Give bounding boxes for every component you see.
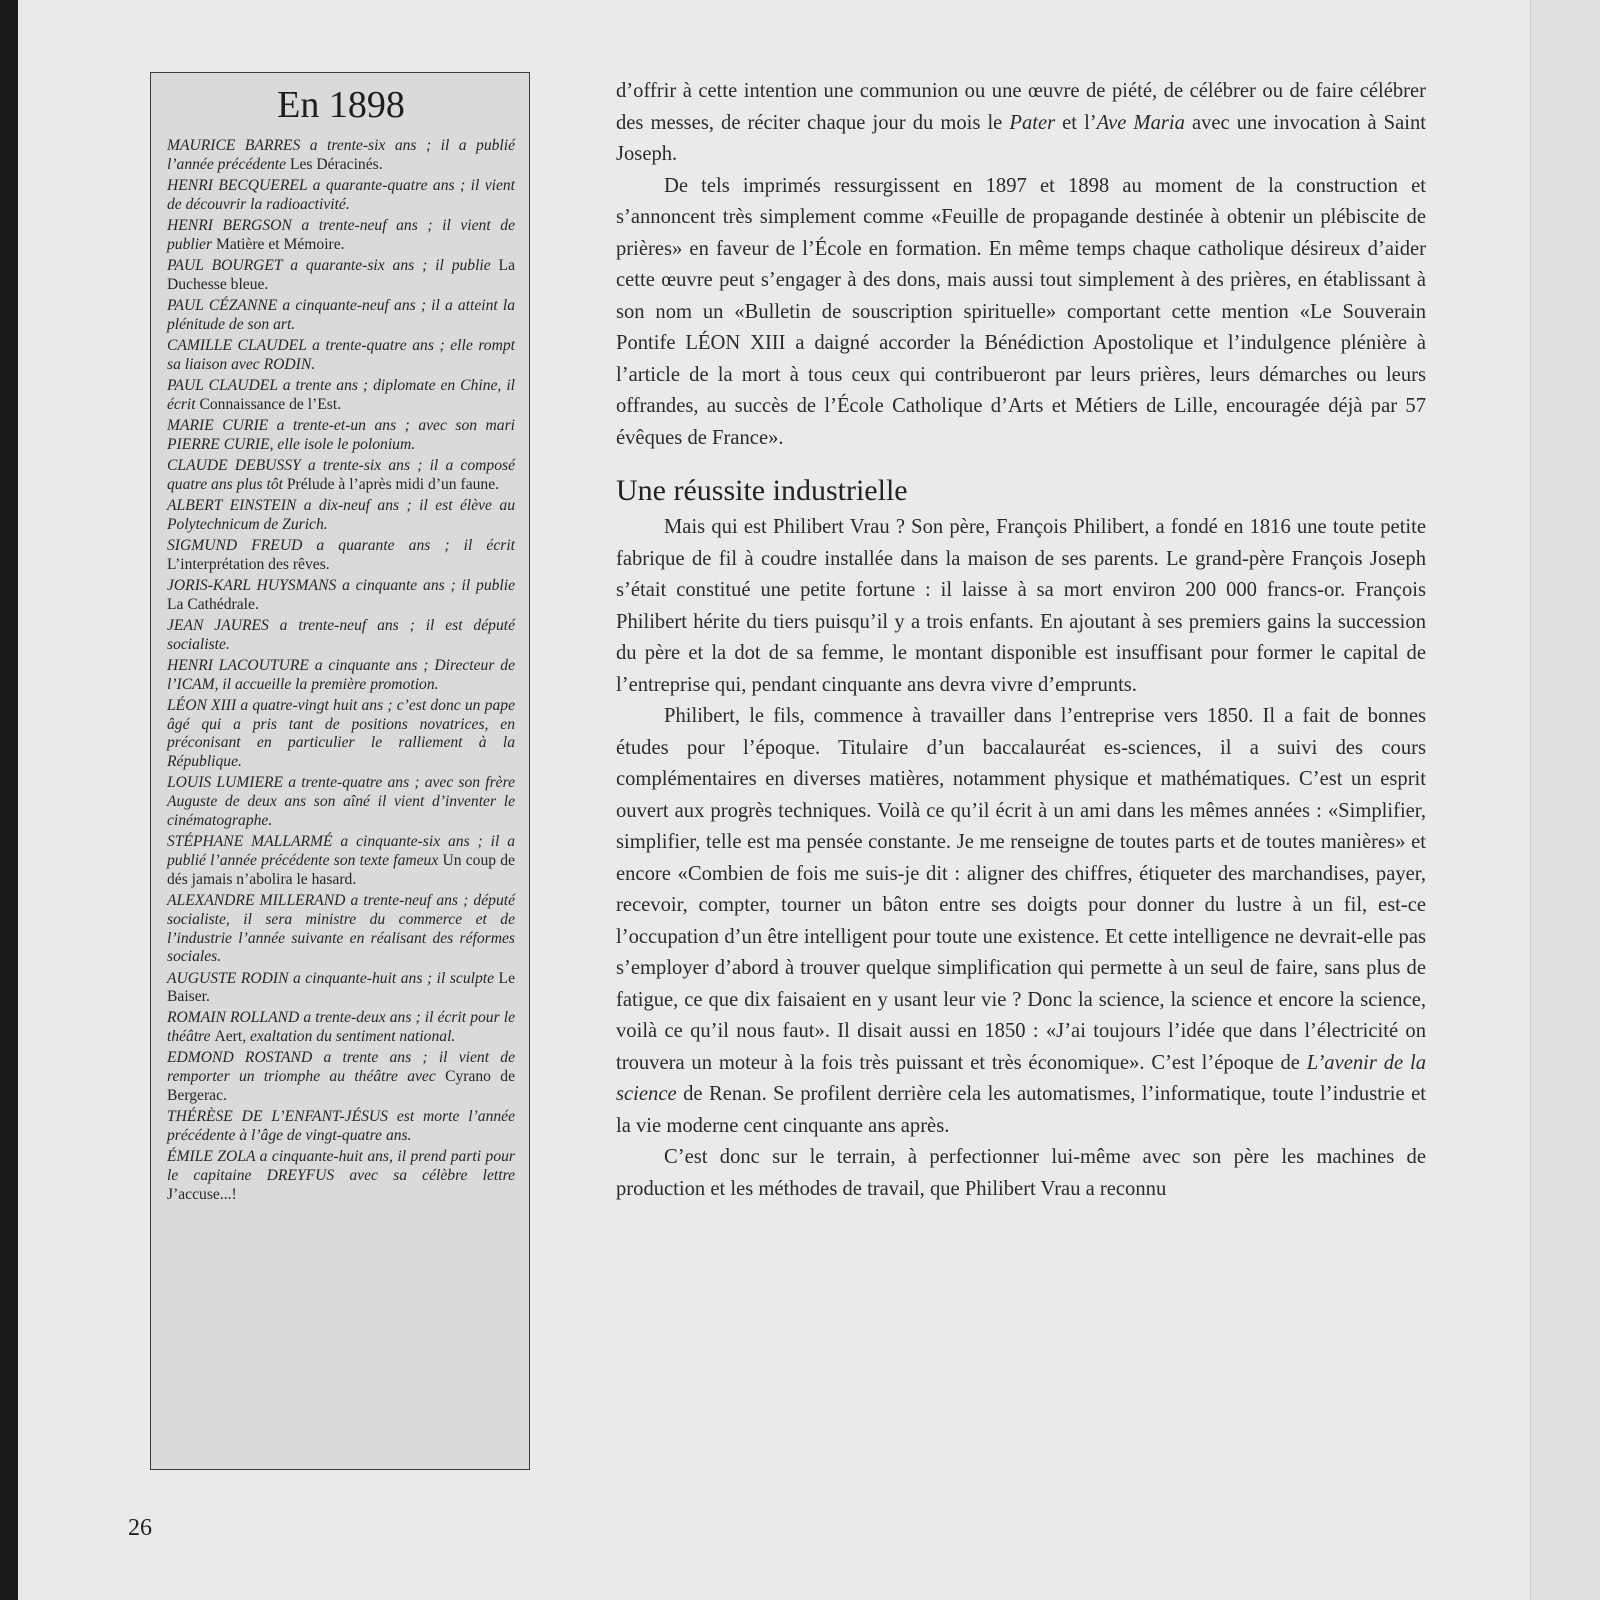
- sidebar-entry: [167, 297, 515, 335]
- sidebar-entry: [167, 137, 515, 175]
- sidebar-entry-text: ALBERT EINSTEIN a dix-neuf ans ; il est élève au Polytechnicum de Zurich.: [167, 496, 515, 533]
- sidebar-entry-text: MAURICE BARRES a trente-six ans ; il a publié l’année précédente: [167, 137, 515, 173]
- sidebar-entry: [167, 537, 515, 575]
- sidebar-entry: [167, 337, 515, 375]
- sidebar-entry: [167, 657, 515, 695]
- sidebar-entry: [167, 577, 515, 615]
- sidebar-entry: [167, 497, 515, 535]
- sidebar-entry: [167, 774, 515, 830]
- sidebar-entry: [167, 1148, 515, 1204]
- sidebar-entry-text: MARIE CURIE a trente-et-un ans ; avec son mari PIERRE CURIE, elle isole le polonium.: [167, 416, 515, 453]
- sidebar-entry: [167, 177, 515, 215]
- body-paragraph-text: Pater: [1009, 111, 1056, 134]
- main-text-column: [616, 76, 1426, 1546]
- body-paragraph-text: et l’: [1055, 111, 1097, 134]
- sidebar-entry-text: J’accuse...!: [167, 1185, 237, 1203]
- body-paragraph-text: d’offrir à cette intention une communion ou une œuvre de piété, de célébrer ou de faire célébrer des messes, de réciter chaque jour du mois le: [616, 80, 1426, 134]
- sidebar-entry-text: HENRI BERGSON a trente-neuf ans ; il vient de publier: [167, 216, 515, 253]
- sidebar-entry-text: Connaissance de l’Est.: [199, 395, 342, 413]
- page-number: 26: [128, 1515, 152, 1541]
- body-paragraph: [616, 171, 1426, 455]
- sidebar-entry-text: THÉRÈSE DE L’ENFANT-JÉSUS est morte l’année précédente à l’âge de vingt-quatre ans.: [167, 1108, 515, 1145]
- sidebar-entry: [167, 1009, 515, 1047]
- sidebar-entry-text: ROMAIN ROLLAND a trente-deux ans ; il écrit pour le théâtre: [167, 1009, 515, 1046]
- sidebar-entry-text: La Cathédrale.: [167, 595, 259, 613]
- sidebar-entries: [167, 137, 515, 1205]
- sidebar-entry-text: ALEXANDRE MILLERAND a trente-neuf ans ; député socialiste, il sera ministre du commerce et de l’industrie l’année suivante en réalisant des réformes sociales.: [167, 891, 515, 966]
- book-page: [18, 0, 1530, 1600]
- sidebar-entry-text: CAMILLE CLAUDEL a trente-quatre ans ; elle rompt sa liaison avec RODIN.: [167, 336, 515, 373]
- section-title: Une réussite industrielle: [616, 474, 908, 507]
- sidebar-box-1898: [150, 72, 530, 1470]
- body-paragraph-text: De tels imprimés ressurgissent en 1897 et 1898 au moment de la construction et s’annoncent très simplement comme «Feuille de propagande destinée à obtenir un plébiscite de prières» en faveur de l’École en formation. En même temps chaque catholique désireux d’aider cette œuvre peut s’engager à des dons, mais aussi tout simplement à des prières, en établissant à son nom un «Bulletin de souscription spirituelle» comportant cette mention «Le Souverain Pontife LÉON XIII a daigné accorder la Bénédiction Apostolique et l’indulgence plénière à l’article de la mort à tous ceux qui contribueront par leurs prières, leurs démarches ou leurs offrandes, au succès de l’École Catholique d’Arts et Métiers de Lille, encouragée déjà par 57 évêques de France».: [616, 174, 1426, 449]
- sidebar-entry-text: CLAUDE DEBUSSY a trente-six ans ; il a composé quatre ans plus tôt: [167, 456, 515, 493]
- sidebar-entry-text: Les Déracinés.: [289, 155, 383, 173]
- body-paragraph-text: Mais qui est Philibert Vrau ? Son père, François Philibert, a fondé en 1816 une toute petite fabrique de fil à coudre installée dans la maison de ses parents. Le grand-père François Joseph s’était constitué une petite fortune : il laisse à sa mort environ 200 000 francs-or. François Philibert hérite du tiers puisqu’il y a trois enfants. En ajoutant à ses premiers gains la succession du père et la dot de sa femme, le montant disponible est insuffisant pour former le capital de l’entreprise qui, pendant cinquante ans devra vivre d’emprunts.: [616, 516, 1426, 696]
- sidebar-entry-text: Cyrano de Bergerac.: [167, 1068, 515, 1105]
- sidebar-entry-text: AUGUSTE RODIN a cinquante-huit ans ; il sculpte: [167, 969, 499, 987]
- intro-paragraphs: [616, 76, 1426, 454]
- sidebar-entry-text: LOUIS LUMIERE a trente-quatre ans ; avec son frère Auguste de deux ans son aîné il vient d’inventer le cinématographe.: [167, 774, 515, 829]
- sidebar-entry: [167, 377, 515, 415]
- sidebar-entry-text: PAUL BOURGET a quarante-six ans ; il publie: [167, 256, 499, 274]
- sidebar-title: En 1898: [277, 84, 405, 126]
- sidebar-entry-text: Un coup de dés jamais n’abolira le hasard.: [167, 851, 515, 888]
- sidebar-entry-text: HENRI LACOUTURE a cinquante ans ; Directeur de l’ICAM, il accueille la première promotion.: [167, 656, 515, 693]
- body-paragraph-text: avec une invocation à Saint Joseph.: [616, 111, 1426, 165]
- sidebar-entry-text: Aert: [214, 1028, 243, 1046]
- sidebar-entry-text: La Duchesse bleue.: [167, 256, 515, 293]
- body-paragraph-text: C’est donc sur le terrain, à perfectionner lui-même avec son père les machines de production et les méthodes de travail, que Philibert Vrau a reconnu: [616, 1146, 1426, 1200]
- body-paragraph-text: Philibert, le fils, commence à travailler dans l’entreprise vers 1850. Il a fait de bonnes études pour l’époque. Titulaire d’un baccalauréat es-sciences, il a suivi des cours complémentaires en diverses matières, notamment physique et mathématiques. C’est un esprit ouvert aux progrès techniques. Voilà ce qu’il écrit à un ami dans les mêmes années : «Simplifier, simplifier, telle est ma pensée constante. Je me renseigne de toutes parts et de toutes manières» et encore «Combien de fois me suis-je dit : aligner des chiffres, étiqueter des marchandises, payer, recevoir, compter, tourner un bâton entre ses doigts pour donner du lustre à un fil, est-ce l’occupation d’un être intelligent pour toute une existence. Et cette intelligence ne devrait-elle pas s’employer d’abord à trouver quelque simplification qui permette à un seul de faire, sans plus de fatigue, ce que dix faisaient en y usant leur vie ? Donc la science, la science et encore la science, voilà ce qu’il nous faut». Il disait aussi en 1850 : «J’ai toujours l’idée que dans l’électricité on trouvera un moteur à la fois très puissant et très économique». C’est l’époque de: [616, 705, 1426, 1074]
- sidebar-entry-text: ÉMILE ZOLA a cinquante-huit ans, il prend parti pour le capitaine DREYFUS avec sa célèbre lettre: [167, 1148, 515, 1185]
- sidebar-entry-text: L’interprétation des rêves.: [167, 555, 330, 573]
- sidebar-entry-text: LÉON XIII a quatre-vingt huit ans ; c’est donc un pape âgé qui a pris tant de positions novatrices, en préconisant en particulier le ralliement à la République.: [167, 696, 515, 771]
- sidebar-entry: [167, 1049, 515, 1105]
- sidebar-entry-text: JEAN JAURES a trente-neuf ans ; il est député socialiste.: [167, 616, 515, 653]
- sidebar-entry-text: HENRI BECQUEREL a quarante-quatre ans ; il vient de découvrir la radioactivité.: [167, 176, 515, 213]
- body-paragraph-text: L’avenir de la science: [616, 1051, 1426, 1105]
- sidebar-entry-text: Prélude à l’après midi d’un faune.: [286, 475, 500, 493]
- sidebar-entry-text: JORIS-KARL HUYSMANS a cinquante ans ; il publie: [167, 576, 515, 594]
- sidebar-entry: [167, 833, 515, 889]
- sidebar-entry: [167, 970, 515, 1008]
- sidebar-entry: [167, 617, 515, 655]
- sidebar-entry-text: PAUL CLAUDEL a trente ans ; diplomate en Chine, il écrit: [167, 376, 515, 413]
- body-paragraph: [616, 512, 1426, 701]
- sidebar-entry-text: EDMOND ROSTAND a trente ans ; il vient de remporter un triomphe au théâtre avec: [167, 1049, 515, 1086]
- section-paragraphs: [616, 512, 1426, 1205]
- body-paragraph-text: de Renan. Se profilent derrière cela les automatismes, l’informatique, toute l’industrie et la vie moderne cent cinquante ans après.: [616, 1083, 1426, 1137]
- sidebar-entry: [167, 892, 515, 967]
- sidebar-entry-text: Le Baiser.: [167, 969, 515, 1006]
- body-paragraph-text: Ave Maria: [1096, 111, 1185, 134]
- sidebar-entry-text: STÉPHANE MALLARMÉ a cinquante-six ans ; il a publié l’année précédente son texte fameux: [167, 833, 515, 869]
- sidebar-entry-text: PAUL CÉZANNE a cinquante-neuf ans ; il a atteint la plénitude de son art.: [167, 296, 515, 333]
- sidebar-entry: [167, 417, 515, 455]
- body-paragraph: [616, 76, 1426, 171]
- body-paragraph: [616, 1142, 1426, 1205]
- sidebar-entry: [167, 457, 515, 495]
- body-paragraph: [616, 701, 1426, 1142]
- sidebar-entry-text: Matière et Mémoire.: [215, 235, 345, 253]
- facing-page-edge: [1530, 0, 1600, 1600]
- sidebar-entry: [167, 1108, 515, 1146]
- sidebar-entry: [167, 257, 515, 295]
- sidebar-entry-text: , exaltation du sentiment national.: [242, 1028, 456, 1046]
- sidebar-entry-text: SIGMUND FREUD a quarante ans ; il écrit: [167, 536, 515, 554]
- sidebar-entry: [167, 697, 515, 772]
- sidebar-entry: [167, 217, 515, 255]
